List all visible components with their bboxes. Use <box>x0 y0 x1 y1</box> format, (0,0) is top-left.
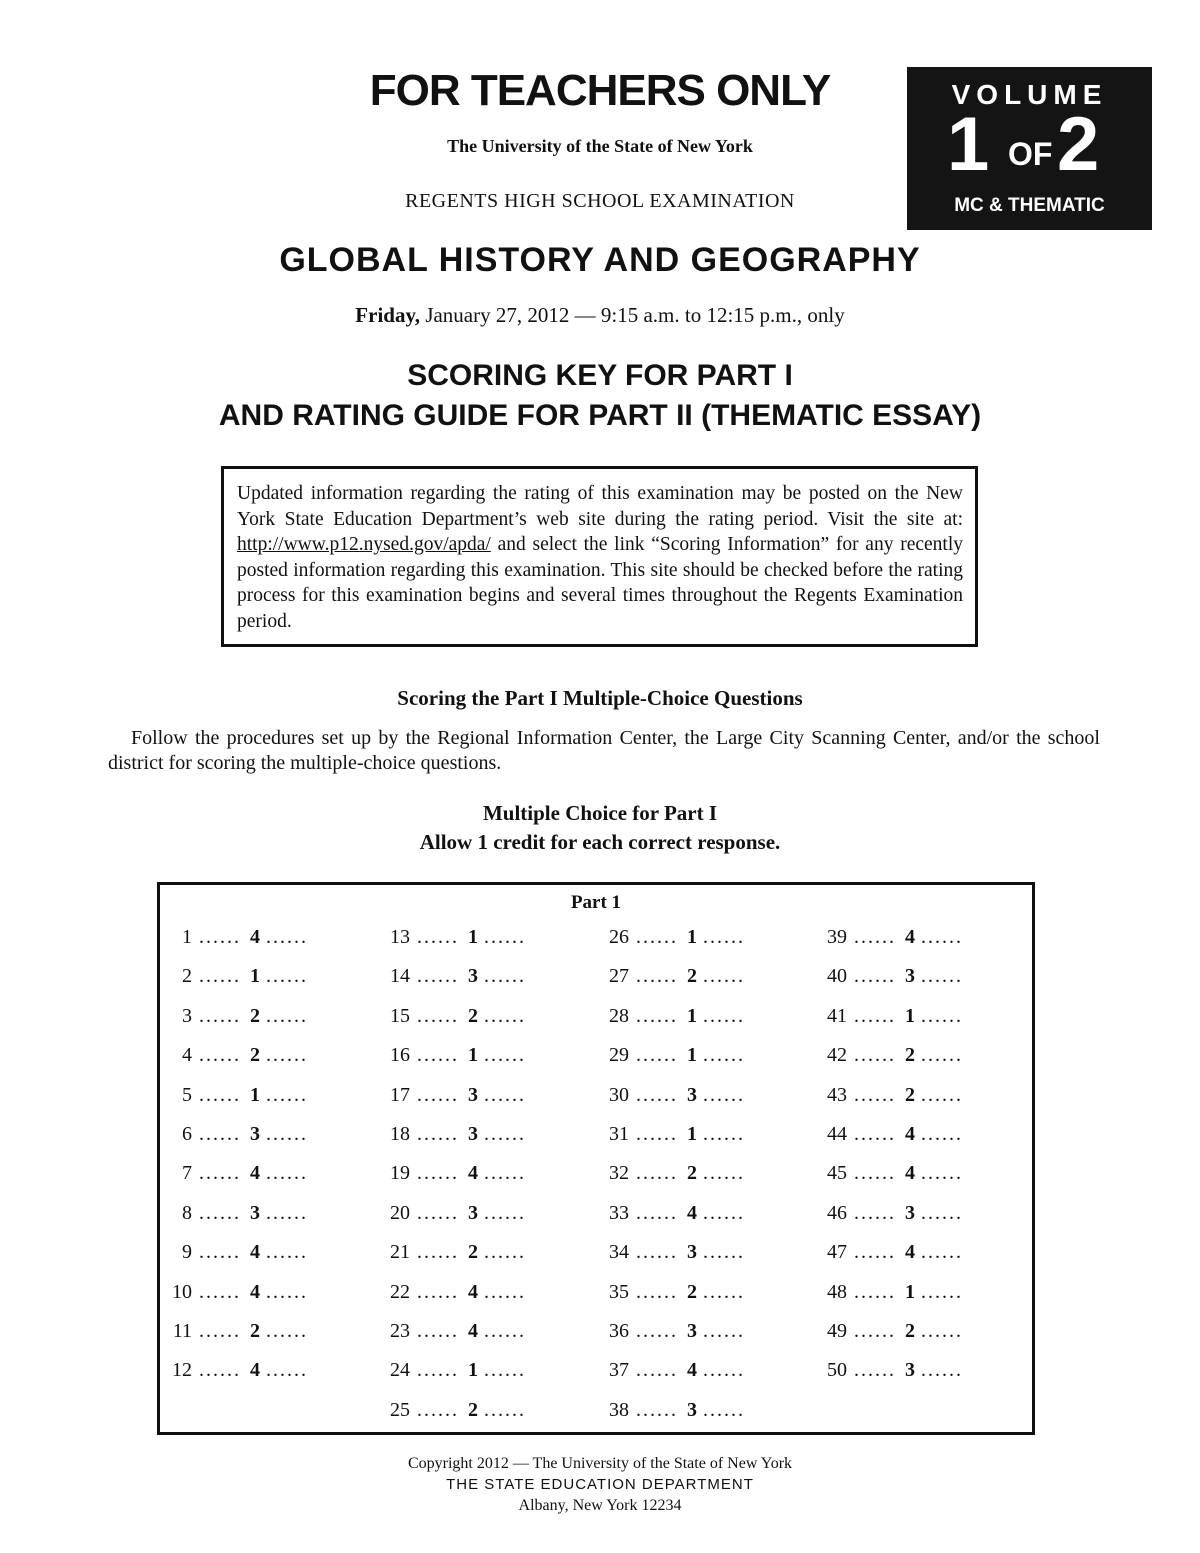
answer-value: 4 <box>468 1319 478 1342</box>
answer-value: 4 <box>905 1122 915 1145</box>
exam-type: REGENTS HIGH SCHOOL EXAMINATION <box>405 190 795 212</box>
leader-dots: ...... <box>266 1280 308 1303</box>
leader-dots: ...... <box>417 1201 459 1224</box>
leader-dots: ...... <box>199 926 241 948</box>
answer-value: 3 <box>250 1122 260 1145</box>
leader-dots: ...... <box>484 965 526 988</box>
question-number: 43 <box>827 1083 847 1106</box>
leader-dots: ...... <box>484 1280 526 1303</box>
answer-row <box>380 1044 540 1083</box>
leader-dots: ...... <box>199 1083 241 1106</box>
question-number: 33 <box>609 1201 629 1224</box>
leader-dots: ...... <box>921 1241 963 1264</box>
answer-key-label: Part 1 <box>570 892 622 913</box>
leader-dots: ...... <box>854 1122 896 1145</box>
leader-dots: ...... <box>266 1359 308 1382</box>
question-number: 2 <box>182 965 192 988</box>
leader-dots: ...... <box>703 1201 745 1224</box>
question-number: 39 <box>827 926 847 948</box>
answer-row <box>599 926 759 965</box>
answer-row <box>380 1005 540 1044</box>
answer-value: 2 <box>250 1319 260 1342</box>
question-number: 1 <box>182 926 192 948</box>
leader-dots: ...... <box>921 1004 963 1027</box>
leader-dots: ...... <box>854 965 896 988</box>
leader-dots: ...... <box>417 1280 459 1303</box>
answer-value: 1 <box>687 926 697 948</box>
notice-text-end: and select the link “Scoring Information” for any recently posted information regarding this examination. This site should be checked before the rating process for this examination begins and several times throughout the Regents Examination period. <box>237 534 963 632</box>
question-number: 4 <box>182 1044 192 1067</box>
question-number: 47 <box>827 1241 847 1264</box>
answer-row <box>817 1320 977 1359</box>
leader-dots: ...... <box>636 926 678 948</box>
answer-row <box>162 1241 322 1280</box>
answer-row <box>380 1320 540 1359</box>
leader-dots: ...... <box>417 1241 459 1264</box>
question-number: 15 <box>390 1004 410 1027</box>
leader-dots: ...... <box>417 926 459 948</box>
question-number: 24 <box>390 1359 410 1382</box>
leader-dots: ...... <box>636 1004 678 1027</box>
answer-value: 4 <box>250 1359 260 1382</box>
leader-dots: ...... <box>417 1122 459 1145</box>
exam-date-time: January 27, 2012 — 9:15 a.m. to 12:15 p.m., only <box>420 303 845 327</box>
answer-row <box>599 1162 759 1201</box>
answer-value: 2 <box>468 1398 478 1421</box>
answer-value: 2 <box>687 965 697 988</box>
leader-dots: ...... <box>703 1004 745 1027</box>
answer-row <box>599 1044 759 1083</box>
leader-dots: ...... <box>854 1201 896 1224</box>
answer-value: 4 <box>468 1162 478 1185</box>
answer-row <box>817 1044 977 1083</box>
answer-value: 4 <box>905 926 915 948</box>
leader-dots: ...... <box>703 1398 745 1421</box>
answer-row <box>380 1162 540 1201</box>
answer-value: 1 <box>250 965 260 988</box>
leader-dots: ...... <box>417 1004 459 1027</box>
question-number: 31 <box>609 1122 629 1145</box>
volume-total: 2 <box>1057 102 1100 187</box>
leader-dots: ...... <box>703 1044 745 1067</box>
question-number: 3 <box>182 1004 192 1027</box>
answer-row <box>599 1202 759 1241</box>
question-number: 26 <box>609 926 629 948</box>
answer-row <box>817 1202 977 1241</box>
answer-row <box>162 1320 322 1359</box>
leader-dots: ...... <box>636 1162 678 1185</box>
answer-value: 3 <box>905 965 915 988</box>
leader-dots: ...... <box>199 1319 241 1342</box>
answer-value: 4 <box>687 1359 697 1382</box>
leader-dots: ...... <box>921 1280 963 1303</box>
address-line: Albany, New York 12234 <box>518 1497 682 1514</box>
answer-row <box>599 1241 759 1280</box>
volume-badge <box>907 67 1152 230</box>
question-number: 12 <box>172 1359 192 1382</box>
leader-dots: ...... <box>199 1004 241 1027</box>
question-number: 5 <box>182 1083 192 1106</box>
answer-row <box>817 1359 977 1398</box>
leader-dots: ...... <box>636 1319 678 1342</box>
answer-row <box>599 1320 759 1359</box>
answer-value: 2 <box>250 1004 260 1027</box>
leader-dots: ...... <box>636 1398 678 1421</box>
answer-row <box>380 1084 540 1123</box>
answer-row <box>599 1359 759 1398</box>
leader-dots: ...... <box>703 1280 745 1303</box>
question-number: 6 <box>182 1122 192 1145</box>
answer-value: 3 <box>687 1319 697 1342</box>
leader-dots: ...... <box>636 965 678 988</box>
volume-label: VOLUME <box>951 79 1108 110</box>
question-number: 42 <box>827 1044 847 1067</box>
answer-value: 4 <box>468 1280 478 1303</box>
leader-dots: ...... <box>854 1359 896 1382</box>
leader-dots: ...... <box>636 1122 678 1145</box>
leader-dots: ...... <box>636 1280 678 1303</box>
question-number: 16 <box>390 1044 410 1067</box>
answer-row <box>380 1281 540 1320</box>
leader-dots: ...... <box>266 1083 308 1106</box>
question-number: 11 <box>172 1319 192 1342</box>
leader-dots: ...... <box>703 1083 745 1106</box>
leader-dots: ...... <box>417 965 459 988</box>
question-number: 22 <box>390 1280 410 1303</box>
question-number: 10 <box>172 1280 192 1303</box>
leader-dots: ...... <box>703 1319 745 1342</box>
exam-day: Friday, <box>355 303 421 327</box>
question-number: 7 <box>182 1162 192 1185</box>
leader-dots: ...... <box>417 1044 459 1067</box>
leader-dots: ...... <box>854 1162 896 1185</box>
leader-dots: ...... <box>921 1201 963 1224</box>
answer-row <box>599 1005 759 1044</box>
answer-value: 2 <box>250 1044 260 1067</box>
leader-dots: ...... <box>703 1359 745 1382</box>
answer-row <box>817 926 977 965</box>
answer-column <box>599 926 759 1438</box>
apda-link[interactable]: http://www.p12.nysed.gov/apda/ <box>237 534 491 555</box>
volume-subtitle: MC & THEMATIC <box>954 195 1105 216</box>
leader-dots: ...... <box>484 1004 526 1027</box>
volume-of: OF <box>1008 136 1053 172</box>
leader-dots: ...... <box>266 1319 308 1342</box>
leader-dots: ...... <box>266 1162 308 1185</box>
leader-dots: ...... <box>266 1241 308 1264</box>
mc-instructions: Follow the procedures set up by the Regional Information Center, the Large City Scanning Center, and/or the school district for scoring the multiple-choice questions. <box>108 727 1100 774</box>
answer-row <box>817 1241 977 1280</box>
question-number: 49 <box>827 1319 847 1342</box>
question-number: 30 <box>609 1083 629 1106</box>
leader-dots: ...... <box>636 1083 678 1106</box>
answer-value: 3 <box>468 965 478 988</box>
scoring-title-line2: AND RATING GUIDE FOR PART II (THEMATIC ESSAY) <box>218 399 982 432</box>
answer-value: 3 <box>687 1083 697 1106</box>
mc-subheading: Multiple Choice for Part I <box>482 801 718 825</box>
answer-value: 4 <box>687 1201 697 1224</box>
question-number: 21 <box>390 1241 410 1264</box>
leader-dots: ...... <box>199 1201 241 1224</box>
answer-row <box>599 1084 759 1123</box>
answer-value: 2 <box>468 1004 478 1027</box>
volume-number: 1 <box>947 102 990 187</box>
question-number: 14 <box>390 965 410 988</box>
leader-dots: ...... <box>417 1359 459 1382</box>
leader-dots: ...... <box>266 1122 308 1145</box>
question-number: 8 <box>182 1201 192 1224</box>
answer-row <box>817 1162 977 1201</box>
leader-dots: ...... <box>921 1122 963 1145</box>
question-number: 38 <box>609 1398 629 1421</box>
scoring-title-line1: SCORING KEY FOR PART I <box>407 359 793 392</box>
university-name: The University of the State of New York <box>447 136 753 156</box>
answer-value: 3 <box>687 1398 697 1421</box>
answer-row <box>817 965 977 1004</box>
leader-dots: ...... <box>484 1201 526 1224</box>
question-number: 19 <box>390 1162 410 1185</box>
leader-dots: ...... <box>199 1122 241 1145</box>
answer-value: 1 <box>468 1044 478 1067</box>
leader-dots: ...... <box>636 1359 678 1382</box>
answer-row <box>380 926 540 965</box>
leader-dots: ...... <box>854 1241 896 1264</box>
question-number: 27 <box>609 965 629 988</box>
answer-value: 2 <box>905 1083 915 1106</box>
question-number: 41 <box>827 1004 847 1027</box>
exam-date <box>0 303 1200 328</box>
leader-dots: ...... <box>854 1083 896 1106</box>
leader-dots: ...... <box>484 1044 526 1067</box>
answer-row <box>817 1005 977 1044</box>
answer-row <box>162 1044 322 1083</box>
answer-row <box>162 1005 322 1044</box>
question-number: 48 <box>827 1280 847 1303</box>
answer-row <box>380 1241 540 1280</box>
leader-dots: ...... <box>417 1162 459 1185</box>
answer-column <box>162 926 322 1399</box>
answer-row <box>380 1202 540 1241</box>
leader-dots: ...... <box>484 1359 526 1382</box>
answer-row <box>380 1399 540 1438</box>
answer-value: 3 <box>468 1122 478 1145</box>
answer-value: 1 <box>687 1044 697 1067</box>
answer-row <box>380 1359 540 1398</box>
answer-value: 2 <box>468 1241 478 1264</box>
leader-dots: ...... <box>703 1122 745 1145</box>
answer-row <box>380 1123 540 1162</box>
leader-dots: ...... <box>484 1319 526 1342</box>
leader-dots: ...... <box>854 1004 896 1027</box>
answer-value: 4 <box>250 1241 260 1264</box>
leader-dots: ...... <box>484 1162 526 1185</box>
answer-value: 2 <box>905 1319 915 1342</box>
leader-dots: ...... <box>199 1359 241 1382</box>
answer-row <box>599 965 759 1004</box>
notice-text-start: Updated information regarding the rating of this examination may be posted on the New York State Education Department’s web site during the rating period. Visit the site at: <box>237 483 963 530</box>
copyright-line: Copyright 2012 — The University of the State of New York <box>407 1455 793 1472</box>
answer-value: 1 <box>905 1004 915 1027</box>
leader-dots: ...... <box>854 926 896 948</box>
question-number: 29 <box>609 1044 629 1067</box>
leader-dots: ...... <box>484 1122 526 1145</box>
answer-column <box>817 926 977 1399</box>
leader-dots: ...... <box>484 1083 526 1106</box>
leader-dots: ...... <box>417 1083 459 1106</box>
mc-credit-note: Allow 1 credit for each correct response. <box>419 830 781 854</box>
answer-value: 2 <box>687 1280 697 1303</box>
question-number: 36 <box>609 1319 629 1342</box>
leader-dots: ...... <box>199 1241 241 1264</box>
answer-value: 4 <box>250 1280 260 1303</box>
leader-dots: ...... <box>266 1201 308 1224</box>
answer-row <box>599 1399 759 1438</box>
answer-row <box>162 926 322 965</box>
leader-dots: ...... <box>199 1162 241 1185</box>
question-number: 46 <box>827 1201 847 1224</box>
question-number: 32 <box>609 1162 629 1185</box>
leader-dots: ...... <box>266 1044 308 1067</box>
leader-dots: ...... <box>266 926 308 948</box>
answer-value: 1 <box>905 1280 915 1303</box>
answer-row <box>599 1123 759 1162</box>
answer-value: 1 <box>687 1122 697 1145</box>
answer-value: 4 <box>905 1162 915 1185</box>
leader-dots: ...... <box>921 1044 963 1067</box>
answer-row <box>162 1359 322 1398</box>
update-notice-box <box>221 466 978 647</box>
leader-dots: ...... <box>484 1241 526 1264</box>
answer-value: 3 <box>905 1359 915 1382</box>
question-number: 40 <box>827 965 847 988</box>
leader-dots: ...... <box>921 1162 963 1185</box>
leader-dots: ...... <box>417 1398 459 1421</box>
leader-dots: ...... <box>636 1201 678 1224</box>
leader-dots: ...... <box>921 1083 963 1106</box>
department-line: THE STATE EDUCATION DEPARTMENT <box>446 1476 754 1493</box>
question-number: 18 <box>390 1122 410 1145</box>
answer-row <box>162 1123 322 1162</box>
answer-value: 1 <box>250 1083 260 1106</box>
question-number: 44 <box>827 1122 847 1145</box>
answer-value: 4 <box>250 926 260 948</box>
answer-row <box>817 1123 977 1162</box>
leader-dots: ...... <box>921 1319 963 1342</box>
answer-row <box>599 1281 759 1320</box>
question-number: 37 <box>609 1359 629 1382</box>
leader-dots: ...... <box>854 1044 896 1067</box>
leader-dots: ...... <box>636 1241 678 1264</box>
leader-dots: ...... <box>199 1280 241 1303</box>
leader-dots: ...... <box>417 1319 459 1342</box>
answer-row <box>380 965 540 1004</box>
answer-value: 2 <box>905 1044 915 1067</box>
answer-value: 3 <box>905 1201 915 1224</box>
answer-row <box>162 965 322 1004</box>
leader-dots: ...... <box>703 1241 745 1264</box>
answer-row <box>162 1084 322 1123</box>
answer-value: 1 <box>468 926 478 948</box>
answer-row <box>817 1281 977 1320</box>
question-number: 25 <box>390 1398 410 1421</box>
leader-dots: ...... <box>266 965 308 988</box>
answer-value: 3 <box>468 1083 478 1106</box>
leader-dots: ...... <box>484 1398 526 1421</box>
leader-dots: ...... <box>703 1162 745 1185</box>
answer-value: 3 <box>687 1241 697 1264</box>
question-number: 50 <box>827 1359 847 1382</box>
leader-dots: ...... <box>266 1004 308 1027</box>
leader-dots: ...... <box>703 965 745 988</box>
answer-value: 3 <box>250 1201 260 1224</box>
answer-row <box>162 1162 322 1201</box>
leader-dots: ...... <box>921 1359 963 1382</box>
question-number: 13 <box>390 926 410 948</box>
answer-row <box>162 1281 322 1320</box>
question-number: 17 <box>390 1083 410 1106</box>
question-number: 20 <box>390 1201 410 1224</box>
leader-dots: ...... <box>854 1280 896 1303</box>
answer-value: 1 <box>687 1004 697 1027</box>
answer-column <box>380 926 540 1438</box>
leader-dots: ...... <box>484 926 526 948</box>
question-number: 35 <box>609 1280 629 1303</box>
leader-dots: ...... <box>199 1044 241 1067</box>
answer-value: 4 <box>250 1162 260 1185</box>
subject-title: GLOBAL HISTORY AND GEOGRAPHY <box>279 241 921 279</box>
mc-section-heading: Scoring the Part I Multiple-Choice Questions <box>397 686 803 710</box>
question-number: 23 <box>390 1319 410 1342</box>
answer-row <box>162 1202 322 1241</box>
question-number: 34 <box>609 1241 629 1264</box>
question-number: 28 <box>609 1004 629 1027</box>
leader-dots: ...... <box>199 965 241 988</box>
answer-value: 1 <box>468 1359 478 1382</box>
leader-dots: ...... <box>636 1044 678 1067</box>
question-number: 9 <box>182 1241 192 1264</box>
answer-row <box>817 1084 977 1123</box>
answer-value: 3 <box>468 1201 478 1224</box>
leader-dots: ...... <box>703 926 745 948</box>
question-number: 45 <box>827 1162 847 1185</box>
leader-dots: ...... <box>921 926 963 948</box>
leader-dots: ...... <box>921 965 963 988</box>
answer-value: 2 <box>687 1162 697 1185</box>
answer-key-table <box>157 882 1035 1435</box>
page-title: FOR TEACHERS ONLY <box>369 66 831 115</box>
answer-value: 4 <box>905 1241 915 1264</box>
leader-dots: ...... <box>854 1319 896 1342</box>
